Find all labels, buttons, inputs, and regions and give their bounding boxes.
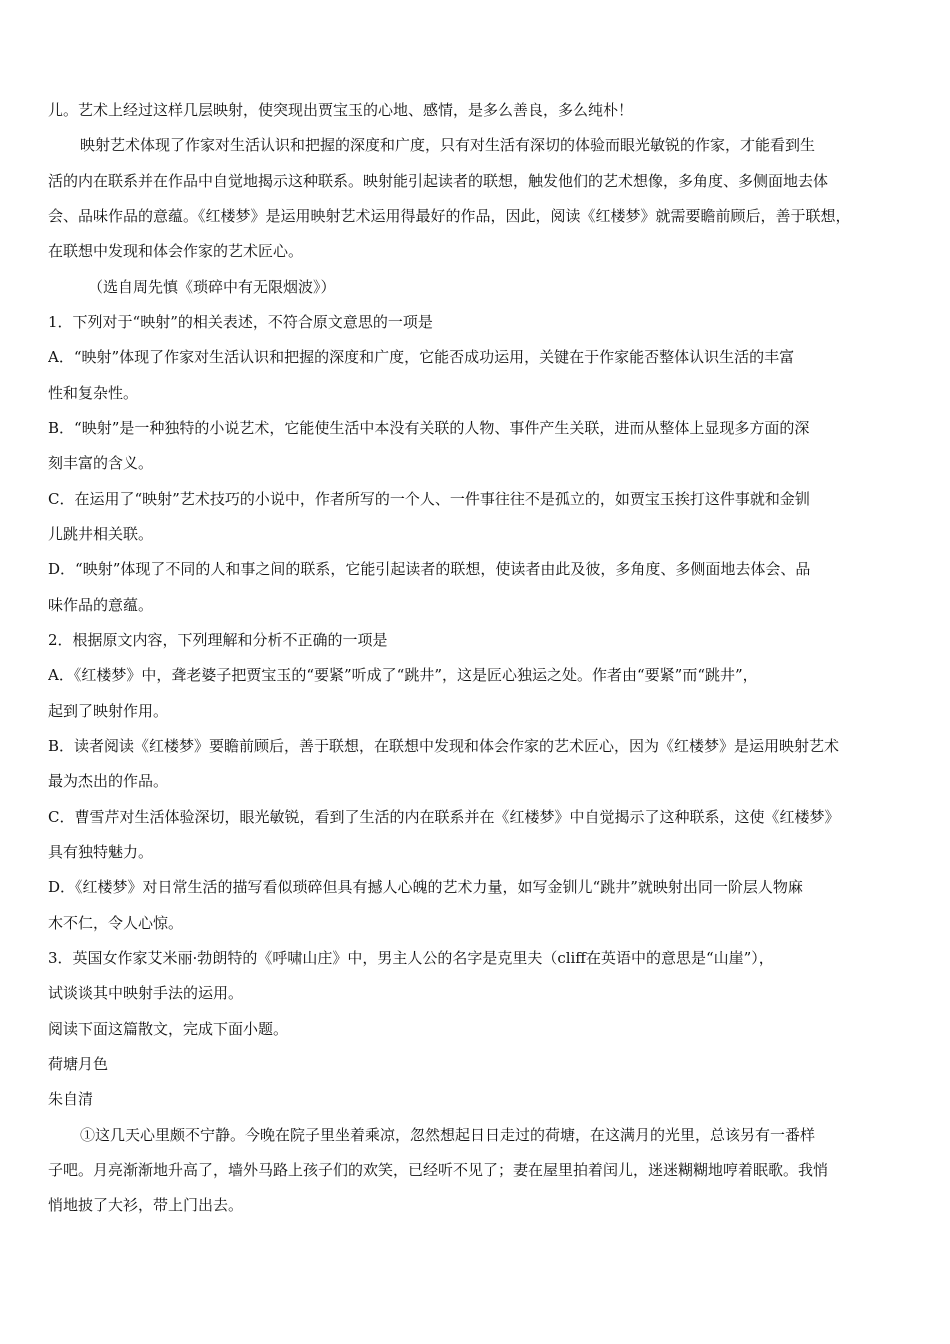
essay-paragraph-line: 子吧。月亮渐渐地升高了，墙外马路上孩子们的欢笑，已经听不见了；妻在屋里拍着闰儿，迷迷糊糊地哼着眠歌。我悄 — [48, 1161, 829, 1179]
q1-option-d-cont: 味作品的意蕴。 — [48, 596, 154, 614]
q1-option-b: B．“映射”是一种独特的小说艺术，它能使生活中本没有关联的人物、事件产生关联，进而从整体上显现多方面的深 — [48, 419, 810, 437]
question-3-stem-cont: 试谈谈其中映射手法的运用。 — [48, 984, 244, 1002]
q1-option-a: A．“映射”体现了作家对生活认识和把握的深度和广度，它能否成功运用，关键在于作家能否整体认识生活的丰富 — [48, 348, 795, 366]
q2-option-c: C．曹雪芹对生活体验深切，眼光敏锐，看到了生活的内在联系并在《红楼梦》中自觉揭示了这种联系，这使《红楼梦》 — [48, 808, 840, 826]
passage-line: 会、品味作品的意蕴。《红楼梦》是运用映射艺术运用得最好的作品，因此，阅读《红楼梦》就需要瞻前顾后，善于联想， — [48, 207, 851, 225]
q1-option-d: D．“映射”体现了不同的人和事之间的联系，它能引起读者的联想，使读者由此及彼，多角度、多侧面地去体会、品 — [48, 560, 811, 578]
q1-option-b-cont: 刻丰富的含义。 — [48, 454, 154, 472]
q2-option-a: A．《红楼梦》中，聋老婆子把贾宝玉的“要紧”听成了“跳井”，这是匠心独运之处。作者由“要紧”而“跳井”， — [48, 666, 758, 684]
q2-option-d: D．《红楼梦》对日常生活的描写看似琐碎但具有撼人心魄的艺术力量，如写金钏儿“跳井”就映射出同一阶层人物麻 — [48, 878, 803, 896]
q2-option-a-cont: 起到了映射作用。 — [48, 702, 169, 720]
essay-title: 荷塘月色 — [48, 1055, 109, 1073]
question-3-stem: 3．英国女作家艾米丽·勃朗特的《呼啸山庄》中，男主人公的名字是克里夫（cliff在英语中的意思是“山崖”）， — [48, 949, 774, 967]
question-2-stem: 2．根据原文内容，下列理解和分析不正确的一项是 — [48, 631, 388, 649]
passage-line: 映射艺术体现了作家对生活认识和把握的深度和广度，只有对生活有深切的体验而眼光敏锐的作家，才能看到生 — [80, 136, 816, 154]
essay-paragraph-line: 悄地披了大衫，带上门出去。 — [48, 1196, 244, 1214]
reading-instruction: 阅读下面这篇散文，完成下面小题。 — [48, 1020, 289, 1038]
passage-source: （选自周先慎《琐碎中有无限烟波》） — [88, 278, 336, 296]
passage-line: 在联想中发现和体会作家的艺术匠心。 — [48, 242, 304, 260]
q2-option-c-cont: 具有独特魅力。 — [48, 843, 154, 861]
passage-line: 活的内在联系并在作品中自觉地揭示这种联系。映射能引起读者的联想，触发他们的艺术想像，多角度、多侧面地去体 — [48, 172, 829, 190]
question-1-stem: 1．下列对于“映射”的相关表述，不符合原文意思的一项是 — [48, 313, 433, 331]
q2-option-b: B．读者阅读《红楼梦》要瞻前顾后，善于联想，在联想中发现和体会作家的艺术匠心，因为《红楼梦》是运用映射艺术 — [48, 737, 840, 755]
q1-option-c-cont: 儿跳井相关联。 — [48, 525, 154, 543]
q1-option-a-cont: 性和复杂性。 — [48, 384, 139, 402]
q1-option-c: C．在运用了“映射”艺术技巧的小说中，作者所写的一个人、一件事往往不是孤立的，如贾宝玉挨打这件事就和金钏 — [48, 490, 810, 508]
essay-paragraph-line: ①这几天心里颇不宁静。今晚在院子里坐着乘凉，忽然想起日日走过的荷塘，在这满月的光里，总该另有一番样 — [80, 1126, 816, 1144]
essay-author: 朱自清 — [48, 1090, 94, 1108]
q2-option-b-cont: 最为杰出的作品。 — [48, 772, 169, 790]
passage-line: 儿。艺术上经过这样几层映射，使突现出贾宝玉的心地、感情，是多么善良，多么纯朴！ — [48, 101, 634, 119]
q2-option-d-cont: 木不仁，令人心惊。 — [48, 914, 184, 932]
